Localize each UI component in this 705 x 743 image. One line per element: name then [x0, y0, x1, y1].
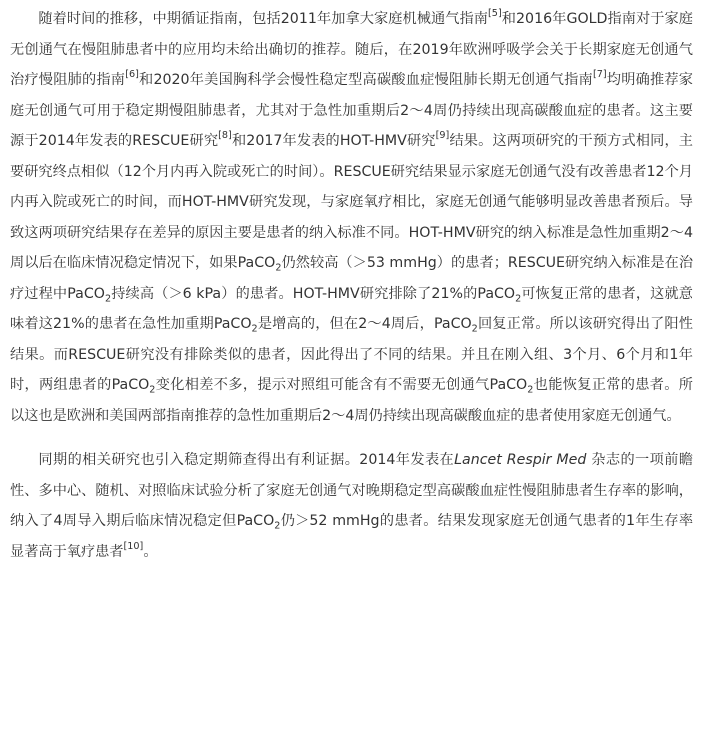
citation-ref: [5]	[488, 7, 502, 19]
text-run: 回复正常。所以该研究得出了阳性结果。而RESCUE研究没有排除类似的患者，因此得出了不同的结果。并且在刚入组、3个月、6个月和1年时，两组患者的PaCO	[10, 316, 693, 393]
text-run: 均明确推荐家庭无创通气可用于稳定期慢阻肺患者，尤其对于急性加重期后2～4周仍持续出现高碳酸血症的患者。这主要源于2014年发表的RESCUE研究	[10, 72, 693, 149]
text-run: 结果。这两项研究的干预方式相同，主要研究终点相似（12个月内再入院或死亡的时间）。RESCUE研究结果显示家庭无创通气没有改善患者12个月内再入院或死亡的时间，而HOT-HMV研究发现，与家庭氧疗相比，家庭无创通气能够明显改善患者预后。导致这两项研究结果存在差异的原因主要是患者的纳入标准不同。HOT-HMV研究的纳入标准是急性加重期2～4周以后在临床情况稳定情况下，如果PaCO	[10, 133, 693, 271]
text-run: 是增高的，但在2～4周后，PaCO	[257, 316, 472, 332]
subscript: 2	[275, 262, 282, 274]
text-run: 仍＞52 mmHg的患者。结果发现家庭无创通气患者的1年生存率显著高于氧疗患者	[10, 513, 694, 560]
subscript: 2	[251, 323, 258, 335]
paragraph-guidelines	[10, 4, 693, 431]
text-run: 持续高（＞6 kPa）的患者。HOT-HMV研究排除了21%的PaCO	[111, 285, 516, 302]
text-run: 和2016年GOLD指南对于家庭无创通气在慢阻肺患者中的应用均未给出确切的推荐。随后，在2019年欧洲呼吸学会关于长期家庭无创通气治疗慢阻肺的指南	[10, 11, 693, 88]
citation-ref: [7]	[592, 68, 607, 80]
text-run: 杂志的一项前瞻性、多中心、随机、对照临床试验分析了家庭无创通气对晚期稳定型高碳酸血症性慢阻肺患者生存率的影响，纳入了4周导入期后临床情况稳定但PaCO	[10, 452, 694, 529]
subscript: 2	[471, 323, 478, 335]
subscript: 2	[515, 292, 522, 304]
text-run: 变化相差不多，提示对照组可能含有不需要无创通气PaCO	[155, 377, 528, 393]
citation-ref: [8]	[218, 129, 232, 141]
subscript: 2	[527, 384, 534, 396]
text-run: 。	[143, 543, 158, 560]
text-run: 随着时间的推移，中期循证指南，包括2011年加拿大家庭机械通气指南	[38, 11, 489, 27]
text-run: 和2020年美国胸科学会慢性稳定型高碳酸血症慢阻肺长期无创通气指南	[138, 72, 593, 88]
citation-ref: [10]	[123, 540, 144, 552]
journal-name: Lancet Respir Med	[454, 452, 587, 468]
citation-ref: [9]	[435, 129, 450, 141]
subscript: 2	[149, 384, 156, 396]
text-run: 可恢复正常的患者，这就意味着这21%的患者在急性加重期PaCO	[10, 285, 693, 332]
subscript: 2	[274, 520, 281, 532]
paragraph-related-studies	[10, 445, 693, 567]
text-run: 同期的相关研究也引入稳定期筛查得出有利证据。2014年发表在	[38, 452, 455, 468]
citation-ref: [6]	[125, 68, 139, 80]
subscript: 2	[104, 292, 112, 304]
text-run: 仍然较高（＞53 mmHg）的患者；RESCUE研究纳入标准是在治疗过程中PaCO	[10, 255, 694, 302]
text-run: 也能恢复正常的患者。所以这也是欧洲和美国两部指南推荐的急性加重期后2～4周仍持续出现高碳酸血症的患者使用家庭无创通气。	[10, 377, 693, 424]
text-run: 和2017年发表的HOT-HMV研究	[231, 133, 436, 149]
